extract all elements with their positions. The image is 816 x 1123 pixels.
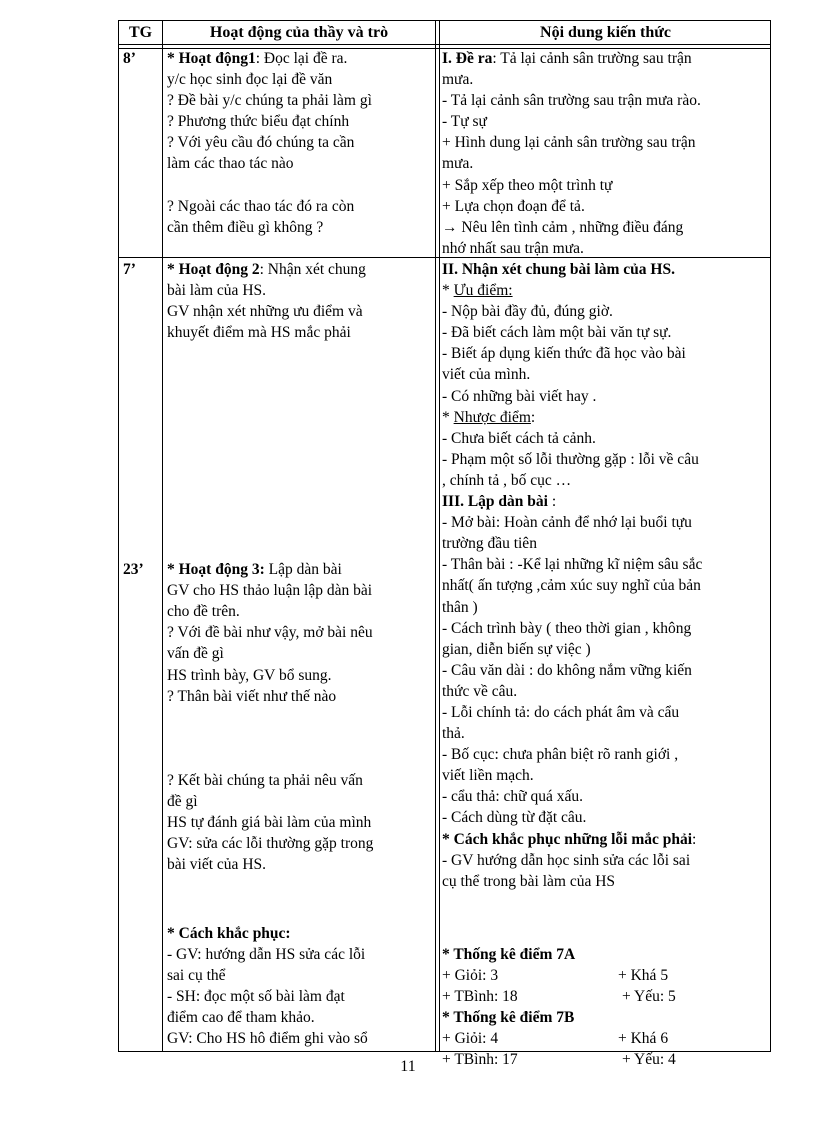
section-title-rest: : Tả lại cảnh sân trường sau trận bbox=[492, 50, 692, 67]
content-line: - Lỗi chính tả: do cách phát âm và cẩu bbox=[442, 703, 680, 721]
activity-line: - SH: đọc một số bài làm đạt bbox=[167, 988, 345, 1006]
activity-line: cho đề trên. bbox=[167, 603, 240, 621]
stats-7a-fair: + Khá 5 bbox=[618, 967, 669, 985]
time-cell bbox=[123, 48, 161, 69]
section-title: III. Lập dàn bài bbox=[442, 493, 548, 511]
content-line: mưa. bbox=[442, 71, 474, 89]
content-line: - Phạm một số lỗi thường gặp : lỗi về câu bbox=[442, 450, 699, 468]
activity-line: GV: Cho HS hô điểm ghi vào sổ bbox=[167, 1030, 368, 1048]
content-line: - Tự sự bbox=[442, 113, 487, 131]
content-line: - Thân bài : -Kể lại những kĩ niệm sâu sắc bbox=[442, 556, 703, 574]
content-line: - Biết áp dụng kiến thức đã học vào bài bbox=[442, 345, 686, 363]
activity-line: GV nhận xét những ưu điểm và bbox=[167, 303, 363, 321]
content-line: thức về câu. bbox=[442, 682, 518, 700]
content-section-1 bbox=[442, 48, 770, 259]
activity-4 bbox=[167, 923, 429, 1050]
content-line: + Lựa chọn đoạn để tả. bbox=[442, 197, 585, 215]
content-line: trường đầu tiên bbox=[442, 535, 537, 553]
stats-7a-weak: + Yếu: 5 bbox=[622, 988, 676, 1006]
stats-7b-average: + TBình: 17 bbox=[442, 1051, 518, 1069]
activity-line: làm các thao tác nào bbox=[167, 155, 294, 173]
stats-7b-weak: + Yếu: 4 bbox=[622, 1051, 676, 1069]
content-line: , chính tả , bố cục … bbox=[442, 471, 572, 489]
stats-7b-good: + Giỏi: 4 bbox=[442, 1030, 499, 1048]
content-line: - Cách trình bày ( theo thời gian , không bbox=[442, 619, 692, 637]
time-value: 23’ bbox=[123, 561, 144, 578]
activity-line: bài làm của HS. bbox=[167, 282, 267, 300]
bullet-marker: * bbox=[442, 282, 454, 300]
activity-line: ? Với yêu cầu đó chúng ta cần bbox=[167, 134, 355, 152]
activity-line: ? Với đề bài như vậy, mở bài nêu bbox=[167, 624, 373, 642]
content-line: - Nộp bài đầy đủ, đúng giờ. bbox=[442, 303, 613, 321]
content-section-2 bbox=[442, 259, 770, 892]
column-divider bbox=[439, 21, 440, 1051]
content-line: - Tả lại cảnh sân trường sau trận mưa rào. bbox=[442, 92, 701, 110]
time-cell bbox=[123, 559, 161, 580]
activity-line: ? Phương thức biểu đạt chính bbox=[167, 113, 350, 131]
activity-line: vấn đề gì bbox=[167, 645, 224, 663]
time-value: 8’ bbox=[123, 50, 136, 67]
stats-7a-good: + Giỏi: 3 bbox=[442, 967, 499, 985]
content-line: - Chưa biết cách tả cảnh. bbox=[442, 429, 596, 447]
content-line: - cẩu thả: chữ quá xấu. bbox=[442, 788, 583, 806]
activity-line: GV: sửa các lỗi thường gặp trong bbox=[167, 835, 374, 853]
activity-line: GV cho HS thảo luận lập dàn bài bbox=[167, 582, 373, 600]
section-title: II. Nhận xét chung bài làm của HS. bbox=[442, 261, 675, 278]
content-line: mưa. bbox=[442, 155, 474, 173]
row-divider bbox=[119, 44, 770, 45]
colon: : bbox=[530, 408, 536, 426]
activity-title: * Hoạt động 2 bbox=[167, 261, 260, 278]
stats-7a-title: * Thống kê điểm 7A bbox=[442, 946, 576, 963]
time-cell bbox=[123, 259, 161, 280]
stats-7b-fair: + Khá 6 bbox=[618, 1030, 669, 1048]
activity-line: điểm cao để tham khảo. bbox=[167, 1009, 315, 1027]
activity-line: ? Đề bài y/c chúng ta phải làm gì bbox=[167, 92, 372, 110]
activity-title-rest: : Đọc lại đề ra. bbox=[255, 50, 348, 67]
column-divider bbox=[435, 21, 436, 1051]
section-title: I. Đề ra bbox=[442, 50, 493, 67]
content-line: + Sắp xếp theo một trình tự bbox=[442, 176, 613, 194]
fix-title: * Cách khắc phục những lỗi mắc phải bbox=[442, 830, 693, 848]
activity-line: ? Kết bài chúng ta phải nêu vấn bbox=[167, 772, 363, 790]
activity-title: * Hoạt động1 bbox=[167, 50, 256, 67]
section-title-rest: : bbox=[547, 493, 557, 511]
disadvantages-label: Nhược điểm bbox=[453, 408, 531, 426]
content-line: viết của mình. bbox=[442, 366, 531, 384]
content-line: - Bố cục: chưa phân biệt rõ ranh giới , bbox=[442, 746, 679, 764]
activity-line: đề gì bbox=[167, 793, 198, 811]
stats-7a-average: + TBình: 18 bbox=[442, 988, 518, 1006]
stats-7b-title: * Thống kê điểm 7B bbox=[442, 1009, 575, 1027]
content-line: - Có những bài viết hay . bbox=[442, 387, 597, 405]
activity-title-rest: : Nhận xét chung bbox=[259, 261, 366, 278]
activity-title: * Hoạt động 3: bbox=[167, 561, 265, 579]
header-content: Nội dung kiến thức bbox=[540, 24, 671, 41]
activity-line: bài viết của HS. bbox=[167, 856, 267, 874]
content-line: - Câu văn dài : do không nắm vững kiến bbox=[442, 661, 692, 679]
content-line: nhớ nhất sau trận mưa. bbox=[442, 239, 584, 257]
activity-line: ? Ngoài các thao tác đó ra còn bbox=[167, 197, 355, 215]
time-value: 7’ bbox=[123, 261, 136, 278]
activity-line: khuyết điểm mà HS mắc phải bbox=[167, 324, 351, 342]
content-line: nhất( ấn tượng ,cảm xúc suy nghĩ của bản bbox=[442, 577, 701, 595]
activity-line: HS trình bày, GV bổ sung. bbox=[167, 666, 332, 684]
activity-line: ? Thân bài viết như thế nào bbox=[167, 687, 337, 705]
activity-line: HS tự đánh giá bài làm của mình bbox=[167, 814, 372, 832]
activity-2 bbox=[167, 259, 429, 343]
content-line: - Mở bài: Hoàn cảnh để nhớ lại buổi tựu bbox=[442, 514, 692, 532]
page-number: 11 bbox=[400, 1058, 416, 1075]
activity-line: - GV: hướng dẫn HS sửa các lỗi bbox=[167, 946, 366, 964]
activity-1 bbox=[167, 48, 429, 238]
content-line: - Cách dùng từ đặt câu. bbox=[442, 809, 587, 827]
bullet-marker: * bbox=[442, 408, 454, 426]
colon: : bbox=[692, 830, 697, 848]
activity-3 bbox=[167, 538, 429, 876]
header-activity: Hoạt động của thầy và trò bbox=[209, 24, 389, 41]
activity-title-rest: Lập dàn bài bbox=[264, 561, 342, 579]
content-line: gian, diễn biến sự việc ) bbox=[442, 640, 591, 658]
content-line: - GV hướng dẫn học sinh sửa các lỗi sai bbox=[442, 851, 691, 869]
content-line: viết liền mạch. bbox=[442, 767, 534, 785]
header-tg: TG bbox=[128, 24, 153, 41]
column-divider bbox=[162, 21, 163, 1051]
content-line: - Đã biết cách làm một bài văn tự sự. bbox=[442, 324, 672, 342]
content-line: thả. bbox=[442, 725, 465, 743]
content-line: + Hình dung lại cảnh sân trường sau trận bbox=[442, 134, 696, 152]
advantages-label: Ưu điểm: bbox=[453, 282, 513, 300]
content-line: cụ thể trong bài làm của HS bbox=[442, 872, 616, 890]
activity-line: cần thêm điều gì không ? bbox=[167, 218, 324, 236]
activity-line: sai cụ thể bbox=[167, 967, 226, 985]
stats-block bbox=[442, 944, 770, 1071]
content-line: → Nêu lên tình cảm , những điều đáng bbox=[442, 218, 684, 236]
content-line: thân ) bbox=[442, 598, 478, 616]
activity-title: * Cách khắc phục: bbox=[167, 925, 291, 942]
activity-line: y/c học sinh đọc lại đề văn bbox=[167, 71, 333, 89]
